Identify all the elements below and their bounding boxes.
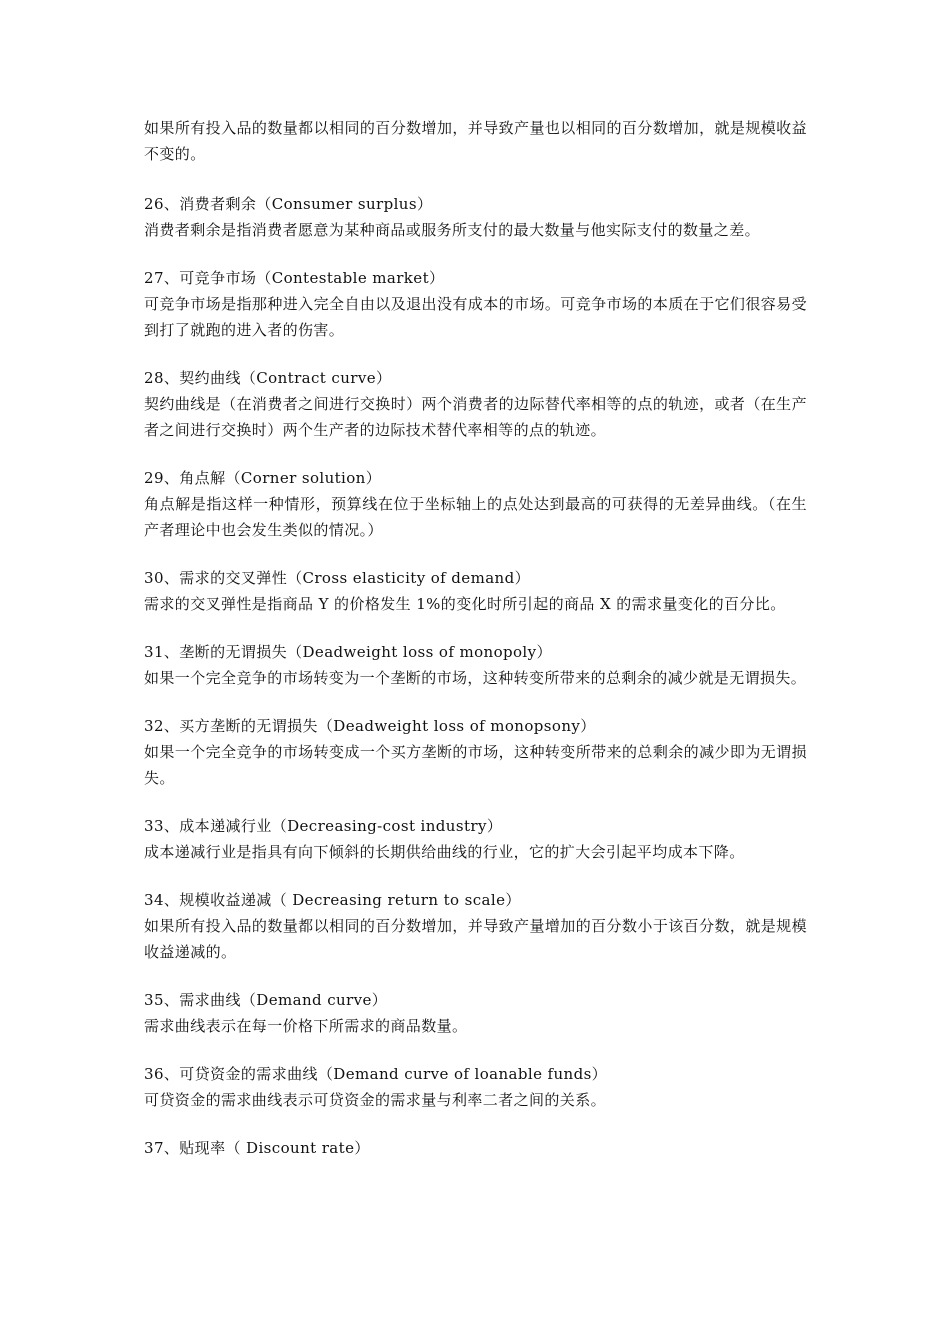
entry-body: 角点解是指这样一种情形，预算线在位于坐标轴上的点处达到最高的可获得的无差异曲线。（在生产者理论中也会发生类似的情况。）	[144, 495, 807, 539]
entry-heading: 28、契约曲线（Contract curve）	[144, 369, 392, 387]
glossary-entry	[144, 1135, 807, 1161]
intro-block	[144, 115, 807, 167]
entry-heading: 34、规模收益递减（ Decreasing return to scale）	[144, 891, 521, 909]
glossary-entry	[144, 887, 807, 965]
entry-heading: 26、消费者剩余（Consumer surplus）	[144, 195, 433, 213]
entry-heading: 35、需求曲线（Demand curve）	[144, 991, 388, 1009]
glossary-entry	[144, 465, 807, 543]
entry-body: 如果所有投入品的数量都以相同的百分数增加，并导致产量增加的百分数小于该百分数，就是规模收益递减的。	[144, 917, 807, 961]
glossary-entry	[144, 813, 807, 865]
entry-body: 如果一个完全竞争的市场转变为一个垄断的市场，这种转变所带来的总剩余的减少就是无谓损失。	[144, 669, 807, 687]
entry-heading: 32、买方垄断的无谓损失（Deadweight loss of monopsony）	[144, 717, 596, 735]
glossary-entry	[144, 987, 807, 1039]
entry-body: 可竞争市场是指那种进入完全自由以及退出没有成本的市场。可竞争市场的本质在于它们很容易受到打了就跑的进入者的伤害。	[144, 295, 807, 339]
entry-heading: 31、垄断的无谓损失（Deadweight loss of monopoly）	[144, 643, 552, 661]
entry-body: 如果一个完全竞争的市场转变成一个买方垄断的市场，这种转变所带来的总剩余的减少即为无谓损失。	[144, 743, 807, 787]
entry-body: 契约曲线是（在消费者之间进行交换时）两个消费者的边际替代率相等的点的轨迹，或者（在生产者之间进行交换时）两个生产者的边际技术替代率相等的点的轨迹。	[144, 395, 807, 439]
entry-body: 需求的交叉弹性是指商品 Y 的价格发生 1%的变化时所引起的商品 X 的需求量变化的百分比。	[144, 595, 786, 613]
entry-heading: 33、成本递减行业（Decreasing-cost industry）	[144, 817, 503, 835]
glossary-entry	[144, 565, 807, 617]
entry-heading: 29、角点解（Corner solution）	[144, 469, 382, 487]
glossary-entry	[144, 365, 807, 443]
entry-heading: 36、可贷资金的需求曲线（Demand curve of loanable funds）	[144, 1065, 608, 1083]
glossary-entry	[144, 1061, 807, 1113]
entry-heading: 27、可竞争市场（Contestable market）	[144, 269, 445, 287]
entry-heading: 37、贴现率（ Discount rate）	[144, 1139, 370, 1157]
entry-body: 消费者剩余是指消费者愿意为某种商品或服务所支付的最大数量与他实际支付的数量之差。	[144, 221, 761, 239]
intro-paragraph: 如果所有投入品的数量都以相同的百分数增加，并导致产量也以相同的百分数增加，就是规模收益不变的。	[144, 119, 807, 163]
entry-body: 成本递减行业是指具有向下倾斜的长期供给曲线的行业，它的扩大会引起平均成本下降。	[144, 843, 745, 861]
entry-body: 可贷资金的需求曲线表示可贷资金的需求量与利率二者之间的关系。	[144, 1091, 607, 1109]
glossary-entry	[144, 265, 807, 343]
entry-heading: 30、需求的交叉弹性（Cross elasticity of demand）	[144, 569, 530, 587]
glossary-entry	[144, 639, 807, 691]
entry-body: 需求曲线表示在每一价格下所需求的商品数量。	[144, 1017, 468, 1035]
glossary-entry	[144, 191, 807, 243]
glossary-entry	[144, 713, 807, 791]
